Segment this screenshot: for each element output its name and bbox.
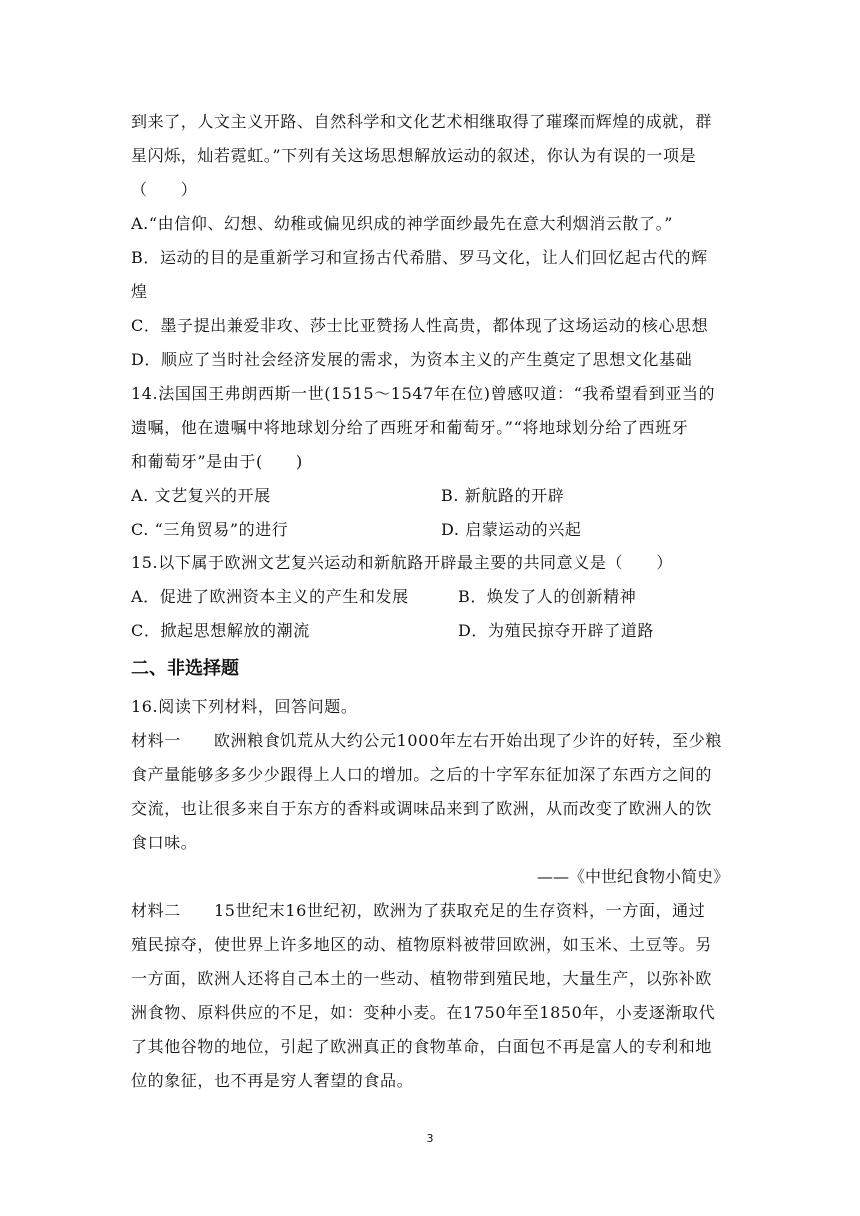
q13-stem-line-3: （ ） bbox=[131, 180, 198, 199]
page-number: 3 bbox=[426, 1132, 434, 1145]
q16-material1-source: ——《中世纪食物小简史》 bbox=[536, 867, 729, 886]
q16-material2-line-2: 殖民掠夺，使世界上许多地区的动、植物原料被带回欧洲，如玉米、土豆等。另 bbox=[131, 935, 713, 954]
q15-option-a: A．促进了欧洲资本主义的产生和发展 bbox=[131, 587, 409, 606]
q16-material2-line-1: 材料二 15世纪末16世纪初，欧洲为了获取充足的生存资料，一方面，通过 bbox=[131, 901, 706, 920]
q14-stem-line-1: 14.法国国王弗朗西斯一世(1515～1547年在位)曾感叹道：“我希望看到亚当的 bbox=[131, 384, 716, 403]
q16-material1-line-4: 食口味。 bbox=[131, 833, 198, 852]
section-heading: 二、非选择题 bbox=[131, 658, 239, 679]
q16-material2-line-3: 一方面，欧洲人还将自己本土的一些动、植物带到殖民地，大量生产，以弥补欧 bbox=[131, 969, 713, 988]
q13-option-b-line-2: 煌 bbox=[131, 282, 148, 301]
q16-stem: 16.阅读下列材料，回答问题。 bbox=[131, 697, 358, 716]
q16-material1-line-1: 材料一 欧洲粮食饥荒从大约公元1000年左右开始出现了少许的好转，至少粮 bbox=[131, 731, 722, 750]
q13-option-d: D．顺应了当时社会经济发展的需求，为资本主义的产生奠定了思想文化基础 bbox=[131, 350, 693, 369]
q14-stem-line-3: 和葡萄牙”是由于( ) bbox=[131, 452, 303, 471]
q15-stem: 15.以下属于欧洲文艺复兴运动和新航路开辟最主要的共同意义是（ ） bbox=[131, 553, 673, 572]
q15-option-b: B．焕发了人的创新精神 bbox=[458, 587, 637, 606]
q13-stem-line-1: 到来了，人文主义开路、自然科学和文化艺术相继取得了璀璨而辉煌的成就，群 bbox=[131, 112, 713, 131]
q13-option-b-line-1: B．运动的目的是重新学习和宣扬古代希腊、罗马文化，让人们回忆起古代的辉 bbox=[131, 248, 708, 267]
q13-stem-line-2: 星闪烁，灿若霓虹。”下列有关这场思想解放运动的叙述，你认为有误的一项是 bbox=[131, 146, 697, 165]
q13-option-a: A.“由信仰、幻想、幼稚或偏见织成的神学面纱最先在意大利烟消云散了。” bbox=[131, 214, 674, 233]
q16-material1-line-3: 交流，也让很多来自于东方的香料或调味品来到了欧洲，从而改变了欧洲人的饮 bbox=[131, 799, 713, 818]
q14-option-d: D. 启蒙运动的兴起 bbox=[441, 520, 582, 539]
q14-option-c: C. “三角贸易”的进行 bbox=[131, 520, 289, 539]
q14-option-b: B. 新航路的开辟 bbox=[441, 486, 565, 505]
q16-material2-line-6: 位的象征，也不再是穷人奢望的食品。 bbox=[131, 1071, 414, 1090]
q16-material1-line-2: 食产量能够多多少少跟得上人口的增加。之后的十字军东征加深了东西方之间的 bbox=[131, 765, 713, 784]
q14-option-a: A. 文艺复兴的开展 bbox=[131, 486, 271, 505]
q16-material2-line-4: 洲食物、原料供应的不足，如：变种小麦。在1750年至1850年，小麦逐渐取代 bbox=[131, 1003, 716, 1022]
q15-option-c: C．掀起思想解放的潮流 bbox=[131, 621, 310, 640]
q16-material2-line-5: 了其他谷物的地位，引起了欧洲真正的食物革命，白面包不再是富人的专利和地 bbox=[131, 1037, 713, 1056]
q14-stem-line-2: 遗嘱，他在遗嘱中将地球划分给了西班牙和葡萄牙。”“将地球划分给了西班牙 bbox=[131, 418, 689, 437]
q13-option-c: C．墨子提出兼爱非攻、莎士比亚赞扬人性高贵，都体现了这场运动的核心思想 bbox=[131, 316, 709, 335]
q15-option-d: D．为殖民掠夺开辟了道路 bbox=[458, 621, 655, 640]
